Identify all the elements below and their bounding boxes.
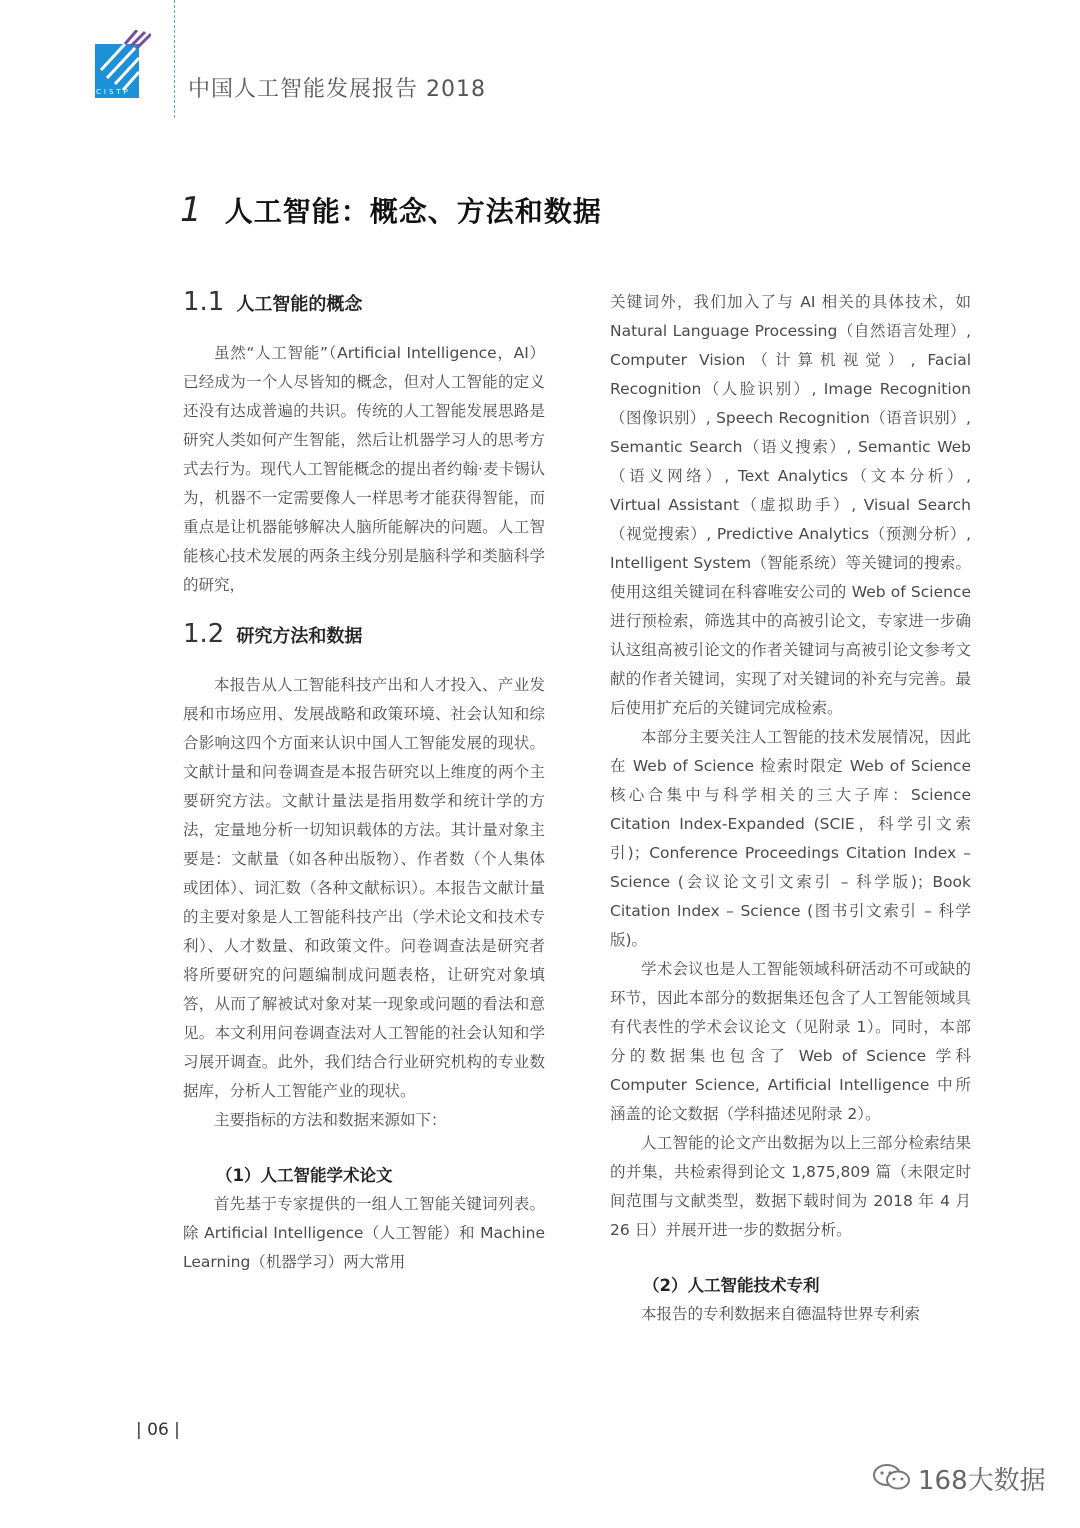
paragraph: 主要指标的方法和数据来源如下： bbox=[214, 1111, 447, 1129]
paragraph: 本报告的专利数据来自德温特世界专利索 bbox=[641, 1305, 921, 1323]
paragraph: 首先基于专家提供的一组人工智能关键词列表。除 Artificial Intelligence（人工智能）和 Machine Learning（机器学习）两大常用 bbox=[183, 1195, 545, 1271]
paragraph: 关键词外，我们加入了与 AI 相关的具体技术，如 Natural Language Processing（自然语言处理）, Computer Vision（计算机视觉）, Facial Recognition（人脸识别）, Image Recognition（图像识别）, Speech Recognition（语音识别）, Semantic Search（语义搜索）, Semantic Web（语义网络）, Text Analytics（文本分析）, Virtual Assistant（虚拟助手）, Visual Search（视觉搜索）, Predictive Analytics（预测分析）, Intelligent System（智能系统）等关键词的搜索。使用这组关键词在科睿唯安公司的 Web of Science 进行预检索，筛选其中的高被引论文，专家进一步确认这组高被引论文的作者关键词与高被引论文参考文献的作者关键词，实现了对关键词的补充与完善。最后使用扩充后的关键词完成检索。 bbox=[610, 293, 971, 717]
chapter-heading bbox=[180, 190, 602, 230]
page-number: | 06 | bbox=[136, 1420, 180, 1440]
wechat-icon bbox=[872, 1462, 912, 1496]
chapter-title: 人工智能：概念、方法和数据 bbox=[224, 195, 602, 228]
section-number: 1.1 bbox=[183, 287, 225, 317]
header-divider bbox=[174, 0, 175, 118]
chapter-number: 1 bbox=[180, 190, 202, 230]
paragraph: 虽然“人工智能”（Artificial Intelligence，AI）已经成为一个人尽皆知的概念，但对人工智能的定义还没有达成普遍的共识。传统的人工智能发展思路是研究人类如何产生智能，然后让机器学习人的思考方式去行为。现代人工智能概念的提出者约翰·麦卡锡认为，机器不一定需要像人一样思考才能获得智能，而重点是让机器能够解决人脑所能解决的问题。人工智能核心技术发展的两条主线分别是脑科学和类脑科学的研究， bbox=[183, 344, 545, 594]
section-title: 研究方法和数据 bbox=[236, 626, 363, 647]
watermark bbox=[872, 1460, 1046, 1497]
section-heading-1-2 bbox=[183, 620, 545, 651]
subsection-title: （2）人工智能技术专利 bbox=[643, 1276, 820, 1295]
paragraph: 本报告从人工智能科技产出和人才投入、产业发展和市场应用、发展战略和政策环境、社会认知和综合影响这四个方面来认识中国人工智能发展的现状。文献计量和问卷调查是本报告研究以上维度的两个主要研究方法。文献计量法是指用数学和统计学的方法，定量地分析一切知识载体的方法。其计量对象主要是：文献量（如各种出版物）、作者数（个人集体或团体）、词汇数（各种文献标识）。本报告文献计量的主要对象是人工智能科技产出（学术论文和技术专利）、人才数量、和政策文件。问卷调查法是研究者将所要研究的问题编制成问题表格，让研究对象填答，从而了解被试对象对某一现象或问题的看法和意见。本文利用问卷调查法对人工智能的社会认知和学习展开调查。此外，我们结合行业研究机构的专业数据库，分析人工智能产业的现状。 bbox=[183, 676, 545, 1100]
watermark-text: 168大数据 bbox=[918, 1466, 1046, 1496]
report-title: 中国人工智能发展报告 2018 bbox=[188, 77, 486, 102]
section-title: 人工智能的概念 bbox=[236, 294, 363, 315]
right-column bbox=[610, 288, 971, 1329]
paragraph: 学术会议也是人工智能领域科研活动不可或缺的环节，因此本部分的数据集还包含了人工智能领域具有代表性的学术会议论文（见附录 1）。同时，本部分的数据集也包含了 Web of Science 学科 Computer Science, Artificial Intelligence 中所涵盖的论文数据（学科描述见附录 2）。 bbox=[610, 960, 971, 1123]
paragraph: 人工智能的论文产出数据为以上三部分检索结果的并集，共检索得到论文 1,875,809 篇（未限定时间范围与文献类型，数据下载时间为 2018 年 4 月 26 日）并展开进一步的数据分析。 bbox=[610, 1134, 971, 1239]
paragraph: 本部分主要关注人工智能的技术发展情况，因此在 Web of Science 检索时限定 Web of Science 核心合集中与科学相关的三大子库：Science Citation Index-Expanded (SCIE，科学引文索引)；Conference Proceedings Citation Index – Science (会议论文引文索引 – 科学版)；Book Citation Index – Science (图书引文索引 – 科学版)。 bbox=[610, 728, 971, 949]
section-heading-1-1 bbox=[183, 288, 545, 319]
logo-text: CISTP bbox=[96, 88, 131, 96]
subsection-title: （1）人工智能学术论文 bbox=[216, 1166, 393, 1185]
left-column bbox=[183, 288, 545, 1277]
section-number: 1.2 bbox=[183, 619, 225, 649]
